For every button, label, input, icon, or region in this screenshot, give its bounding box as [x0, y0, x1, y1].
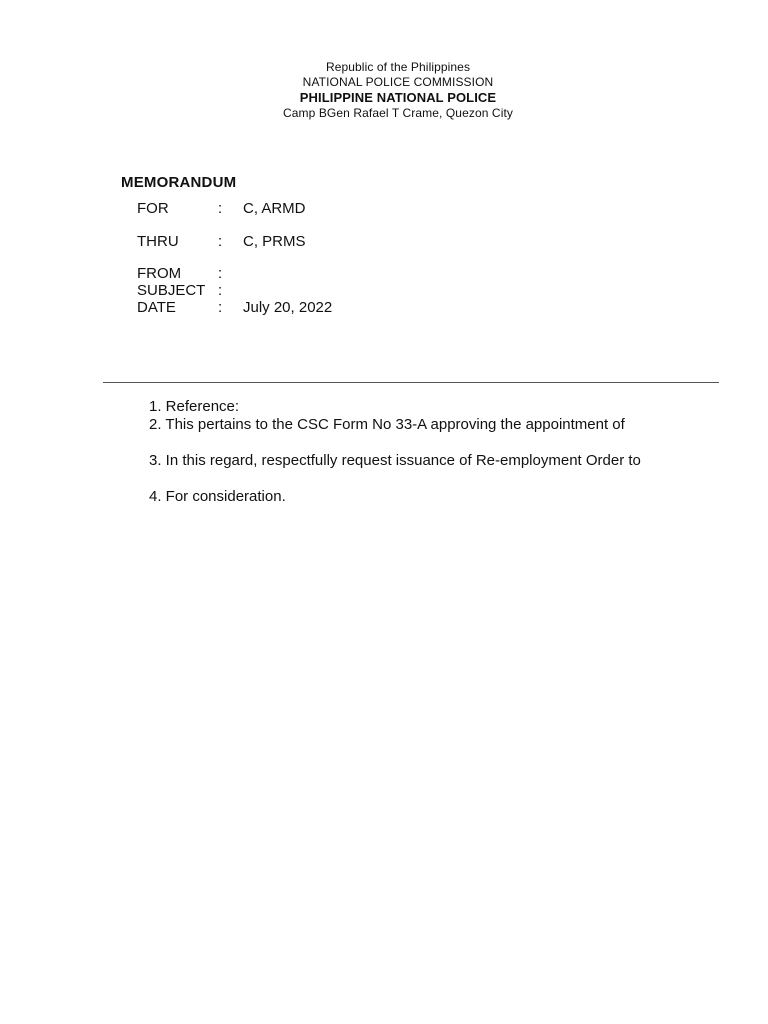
field-colon: : — [218, 200, 223, 217]
paragraph-consideration: 4. For consideration. — [149, 488, 286, 505]
field-colon: : — [218, 299, 223, 316]
letterhead — [0, 60, 768, 121]
header-divider — [103, 382, 719, 383]
field-label: SUBJECT — [137, 282, 206, 299]
field-colon: : — [218, 282, 223, 299]
letterhead-republic: Republic of the Philippines — [325, 60, 471, 74]
paragraph-reference: 1. Reference: — [149, 398, 240, 415]
field-value: C, ARMD — [243, 200, 306, 217]
field-value: July 20, 2022 — [243, 299, 333, 316]
field-colon: : — [218, 233, 223, 250]
field-colon: : — [218, 265, 223, 282]
letterhead-commission: NATIONAL POLICE COMMISSION — [302, 75, 494, 89]
paragraph-request: 3. In this regard, respectfully request issuance of Re-employment Order to — [149, 452, 641, 469]
letterhead-address: Camp BGen Rafael T Crame, Quezon City — [282, 106, 514, 120]
field-label: FOR — [137, 200, 169, 217]
paragraph-pertains: 2. This pertains to the CSC Form No 33-A approving the appointment of — [149, 416, 625, 433]
field-value: C, PRMS — [243, 233, 306, 250]
memo-title: MEMORANDUM — [121, 174, 237, 191]
field-label: THRU — [137, 233, 179, 250]
letterhead-pnp: PHILIPPINE NATIONAL POLICE — [299, 90, 497, 105]
field-label: FROM — [137, 265, 182, 282]
field-label: DATE — [137, 299, 176, 316]
